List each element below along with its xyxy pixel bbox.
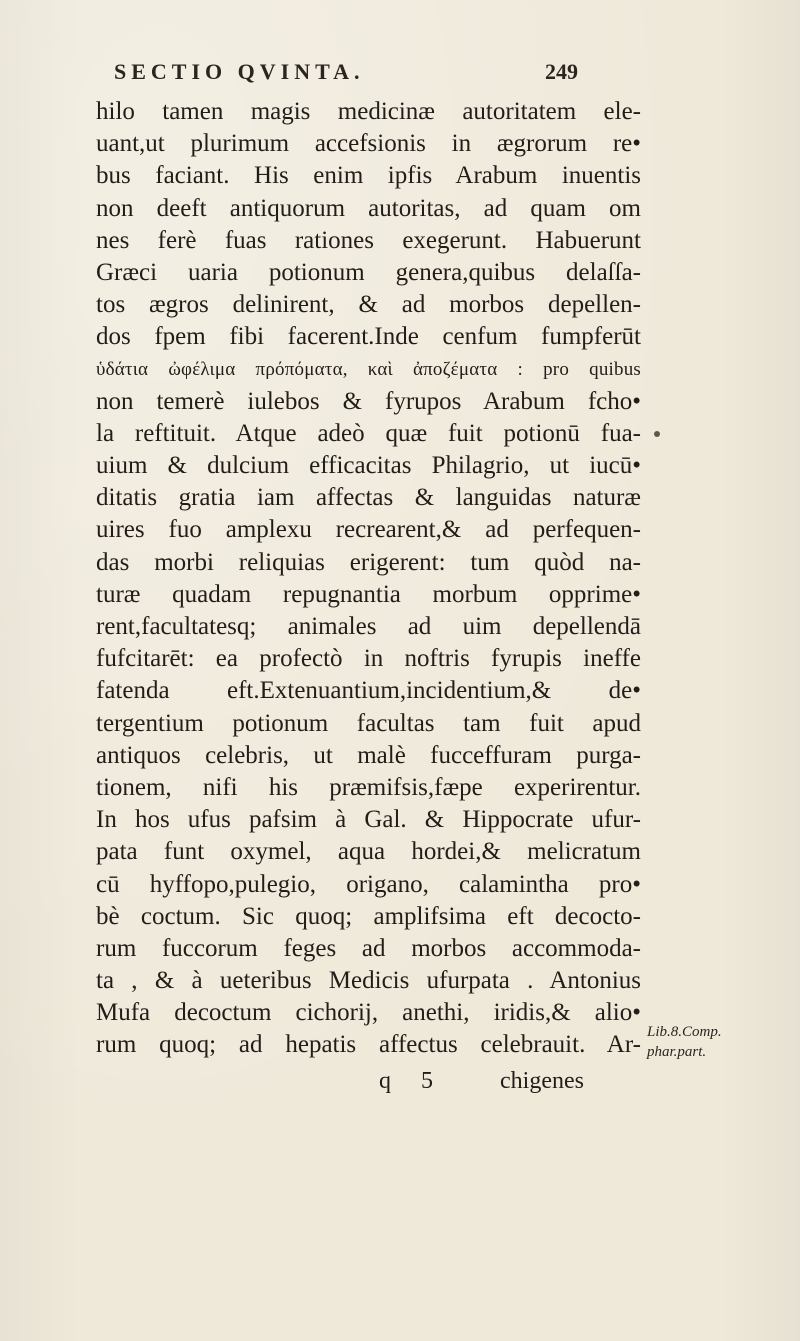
text-line: non temerè iulebos & fyrupos Arabum fcho• [96, 387, 641, 415]
text-line: antiquos celebris, ut malè fucceffuram purga- [96, 741, 641, 769]
text-line: Mufa decoctum cichorij, anethi, iridis,& alio• [96, 999, 641, 1027]
text-line: bè coctum. Sic quoq; amplifsima eft decocto- [96, 902, 641, 930]
text-line: rum fuccorum feges ad morbos accommoda- [96, 934, 641, 962]
footer-row [96, 1068, 641, 1102]
text-line: pata funt oxymel, aqua hordei,& melicratum [96, 838, 641, 866]
running-head [114, 59, 624, 95]
signature-mark: q 5 [379, 1068, 445, 1094]
text-line: non deeft antiquorum autoritas, ad quam om [96, 194, 641, 222]
text-line: uium & dulcium efficacitas Philagrio, ut iucū• [96, 452, 641, 480]
text-line: tergentium potionum facultas tam fuit apud [96, 709, 641, 737]
text-line: cū hyffopo,pulegio, origano, calamintha pro• [96, 870, 641, 898]
text-line: fufcitarēt: ea profectò in noftris fyrupis ineffe [96, 645, 641, 673]
text-line: tos ægros delinirent, & ad morbos depellen- [96, 291, 641, 319]
marginal-note [647, 1022, 800, 1062]
text-line: ditatis gratia iam affectas & languidas naturæ [96, 484, 641, 512]
text-line: rent,facultatesq; animales ad uim depellendā [96, 613, 641, 640]
section-title: SECTIO QVINTA. [114, 59, 365, 84]
catchword: chigenes [500, 1068, 584, 1094]
text-line: In hos ufus pafsim à Gal. & Hippocrate ufur- [96, 806, 641, 834]
text-line: rum quoq; ad hepatis affectus celebrauit. Ar- [96, 1031, 641, 1059]
ink-speck [654, 431, 660, 437]
text-line: Græci uaria potionum genera,quibus delaſſa- [96, 258, 641, 286]
text-line: tionem, nifi his præmifsis,fæpe experirentur. [96, 773, 641, 801]
text-line: turæ quadam repugnantia morbum opprime• [96, 580, 641, 608]
text-line: dos fpem fibi facerent.Inde cenfum fumpferūt [96, 323, 641, 351]
text-line: hilo tamen magis medicinæ autoritatem ele- [96, 98, 641, 125]
text-line: la reftituit. Atque adeò quæ fuit potionū fua- [96, 419, 641, 447]
text-line: das morbi reliquias erigerent: tum quòd na- [96, 548, 641, 576]
marginal-note-line: phar.part. [647, 1044, 707, 1060]
main-text-block [96, 96, 641, 1062]
text-line: nes ferè fuas rationes exegerunt. Habuerunt [96, 226, 641, 254]
text-line: fatenda eft.Extenuantium,incidentium,& de• [96, 677, 641, 705]
text-line: ta , & à ueteribus Medicis ufurpata . Antonius [96, 967, 641, 995]
page-number: 249 [545, 59, 578, 84]
marginal-note-line: Lib.8.Comp. [647, 1024, 722, 1040]
text-line: bus faciant. His enim ipfis Arabum inuentis [96, 162, 641, 190]
text-line: uires fuo amplexu recrearent,& ad perfequen- [96, 516, 641, 544]
greek-text-line: ὑδάτια ὠφέλιμα πρόπόματα, καὶ ἀποζέματα : pro quibus [96, 358, 641, 380]
text-line: uant,ut plurimum accefsionis in ægrorum re• [96, 130, 641, 158]
